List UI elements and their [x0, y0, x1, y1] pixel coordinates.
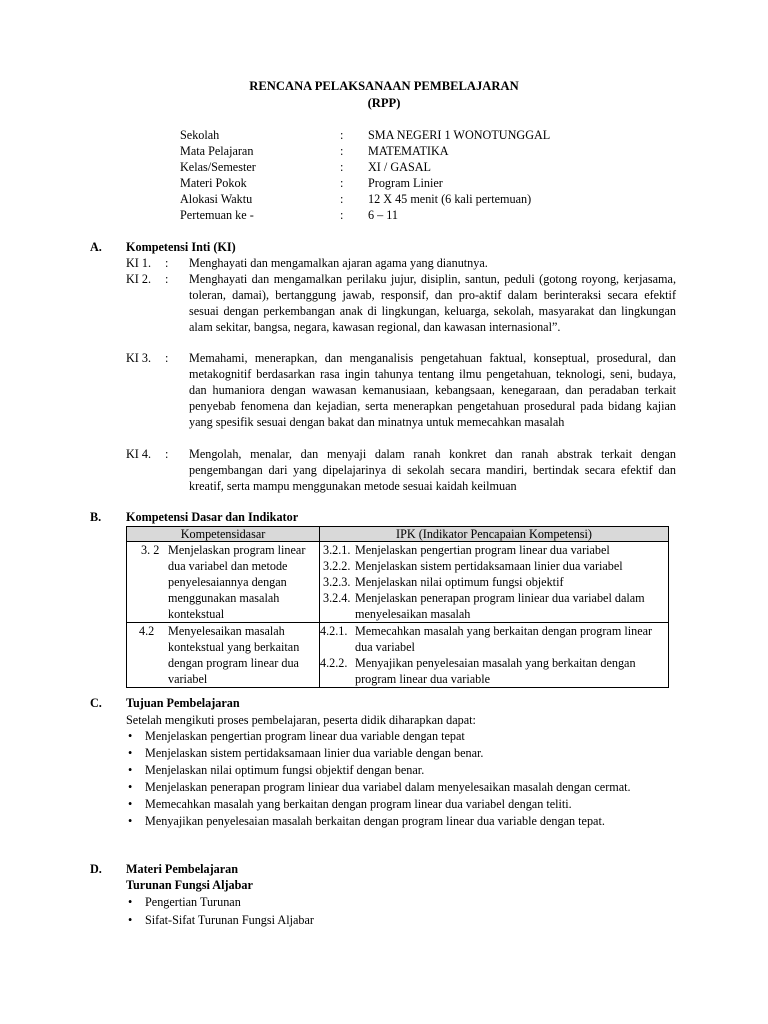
ipk-number: 3.2.1.	[323, 543, 351, 557]
ki-colon: :	[165, 256, 169, 270]
kd-cell	[127, 623, 320, 688]
identity-label: Alokasi Waktu	[180, 192, 253, 206]
ki-label: KI 4.	[126, 447, 152, 461]
ipk-text: Menjelaskan penerapan program liniear dua variabel dalam menyelesaikan masalah	[355, 591, 645, 621]
identity-value: Program Linier	[368, 176, 443, 190]
identity-colon: :	[340, 128, 344, 142]
ipk-text: Menjelaskan sistem pertidaksamaan linier dua variabel	[355, 559, 623, 573]
document-subtitle: (RPP)	[367, 96, 401, 110]
list-item: • Menjelaskan penerapan program liniear dua variabel dalam menyelesaikan masalah dengan cermat.	[126, 779, 678, 795]
identity-colon: :	[340, 160, 344, 174]
ipk-text: Menyajikan penyelesaian masalah yang berkaitan dengan program linear dua variable	[355, 656, 636, 686]
identity-label: Mata Pelajaran	[180, 144, 254, 158]
ipk-text: Menjelaskan pengertian program linear dua variabel	[355, 543, 610, 557]
list-item: • Memecahkan masalah yang berkaitan dengan program linear dua variabel dengan teliti.	[126, 796, 678, 812]
ipk-cell	[320, 623, 669, 688]
identity-label: Pertemuan ke -	[180, 208, 254, 222]
list-item: • Menjelaskan nilai optimum fungsi objektif dengan benar.	[126, 762, 678, 778]
ipk-number: 4.2.2.	[320, 656, 348, 670]
kd-number: 3. 2	[141, 543, 160, 557]
section-c-letter: C.	[90, 696, 102, 710]
ipk-item	[320, 623, 668, 655]
section-d-title: Materi Pembelajaran	[126, 862, 239, 876]
identity-colon: :	[340, 208, 344, 222]
identity-label: Sekolah	[180, 128, 220, 142]
identity-value: 12 X 45 menit (6 kali pertemuan)	[368, 192, 532, 206]
section-d-subtitle: Turunan Fungsi Aljabar	[126, 878, 253, 892]
section-a-title: Kompetensi Inti (KI)	[126, 240, 236, 254]
identity-label: Materi Pokok	[180, 176, 247, 190]
kd-table-header	[127, 527, 669, 542]
document-title: RENCANA PELAKSANAAN PEMBELAJARAN	[249, 79, 519, 93]
kd-cell	[127, 542, 320, 623]
ipk-number: 3.2.2.	[323, 559, 351, 573]
section-b-title: Kompetensi Dasar dan Indikator	[126, 510, 299, 524]
identity-colon: :	[340, 176, 344, 190]
identity-label: Kelas/Semester	[180, 160, 256, 174]
ki-text: Menghayati dan mengamalkan ajaran agama yang dianutnya.	[189, 256, 488, 270]
list-item: • Menjelaskan sistem pertidaksamaan linier dua variable dengan benar.	[126, 745, 678, 761]
ipk-number: 4.2.1.	[320, 624, 348, 638]
tujuan-list	[126, 728, 678, 829]
ipk-cell	[320, 542, 669, 623]
ipk-item	[320, 590, 668, 622]
ki-text: Mengolah, menalar, dan menyaji dalam ranah konkret dan ranah abstrak terkait dengan pengembangan dari yang dipelajarinya di sekolah secara mandiri, bertindak secara efektif dan kreatif, serta mampu menggunakan metode sesuai kaidah keilmuan	[189, 447, 676, 493]
ki-text: Menghayati dan mengamalkan perilaku jujur, disiplin, santun, peduli (gotong royong, kerjasama, toleran, damai), bertanggung jawab, responsif, dan pro-aktif dalam berinteraksi secara efektif sesuai dengan perkembangan anak di lingkungan, keluarga, sekolah, masyarakat dan lingkungan alam sekitar, bangsa, negara, kawasan regional, dan kawasan internasional”.	[189, 272, 676, 334]
identity-value: SMA NEGERI 1 WONOTUNGGAL	[368, 128, 551, 142]
kd-text: Menjelaskan program linear dua variabel dan metode penyelesaiannya dengan menggunakan masalah kontekstual	[168, 543, 306, 621]
list-item: • Pengertian Turunan	[126, 894, 314, 912]
section-d-letter: D.	[90, 862, 102, 876]
ipk-text: Menjelaskan nilai optimum fungsi objektif	[355, 575, 564, 589]
ipk-item	[320, 574, 668, 590]
ipk-number: 3.2.3.	[323, 575, 351, 589]
table-row	[127, 623, 669, 688]
ipk-text: Memecahkan masalah yang berkaitan dengan program linear dua variabel	[355, 624, 653, 654]
identity-value: XI / GASAL	[368, 160, 431, 174]
ki-label: KI 2.	[126, 272, 152, 286]
kd-item	[127, 623, 319, 687]
ki-colon: :	[165, 351, 169, 365]
section-b-letter: B.	[90, 510, 102, 524]
table-row	[127, 542, 669, 623]
ipk-item	[320, 558, 668, 574]
kd-number: 4.2	[139, 624, 155, 638]
ipk-header-cell: IPK (Indikator Pencapaian Kompetensi)	[320, 527, 669, 542]
section-c-intro: Setelah mengikuti proses pembelajaran, peserta didik diharapkan dapat:	[126, 713, 476, 727]
section-c-title: Tujuan Pembelajaran	[126, 696, 240, 710]
kd-header-cell: Kompetensidasar	[127, 527, 320, 542]
ki-colon: :	[165, 447, 169, 461]
list-item: • Menjelaskan pengertian program linear dua variable dengan tepat	[126, 728, 678, 744]
ki-label: KI 1.	[126, 256, 152, 270]
ipk-item	[320, 655, 668, 687]
ki-colon: :	[165, 272, 169, 286]
identity-colon: :	[340, 144, 344, 158]
kd-item	[127, 542, 319, 622]
kd-text: Menyelesaikan masalah kontekstual yang berkaitan dengan program linear dua variabel	[168, 624, 300, 686]
identity-value: 6 – 11	[368, 208, 399, 222]
list-item: • Menyajikan penyelesaian masalah berkaitan dengan program linear dua variable dengan tepat.	[126, 813, 678, 829]
identity-colon: :	[340, 192, 344, 206]
kd-table	[126, 526, 669, 688]
identity-value: MATEMATIKA	[368, 144, 449, 158]
list-item: • Sifat-Sifat Turunan Fungsi Aljabar	[126, 912, 314, 930]
ki-label: KI 3.	[126, 351, 152, 365]
ipk-item	[320, 542, 668, 558]
ipk-number: 3.2.4.	[323, 591, 351, 605]
section-a-letter: A.	[90, 240, 102, 254]
materi-list	[126, 894, 314, 930]
ki-text: Memahami, menerapkan, dan menganalisis pengetahuan faktual, konseptual, prosedural, dan metakognitif berdasarkan rasa ingin tahunya tentang ilmu pengetahuan, teknologi, seni, budaya, dan humaniora dengan wawasan kemanusiaan, kebangsaan, kenegaraan, dan peradaban terkait penyebab fenomena dan kejadian, serta menerapkan pengetahuan prosedural pada bidang kajian yang spesifik sesuai dengan bakat dan minatnya untuk memecahkan masalah	[189, 351, 676, 429]
